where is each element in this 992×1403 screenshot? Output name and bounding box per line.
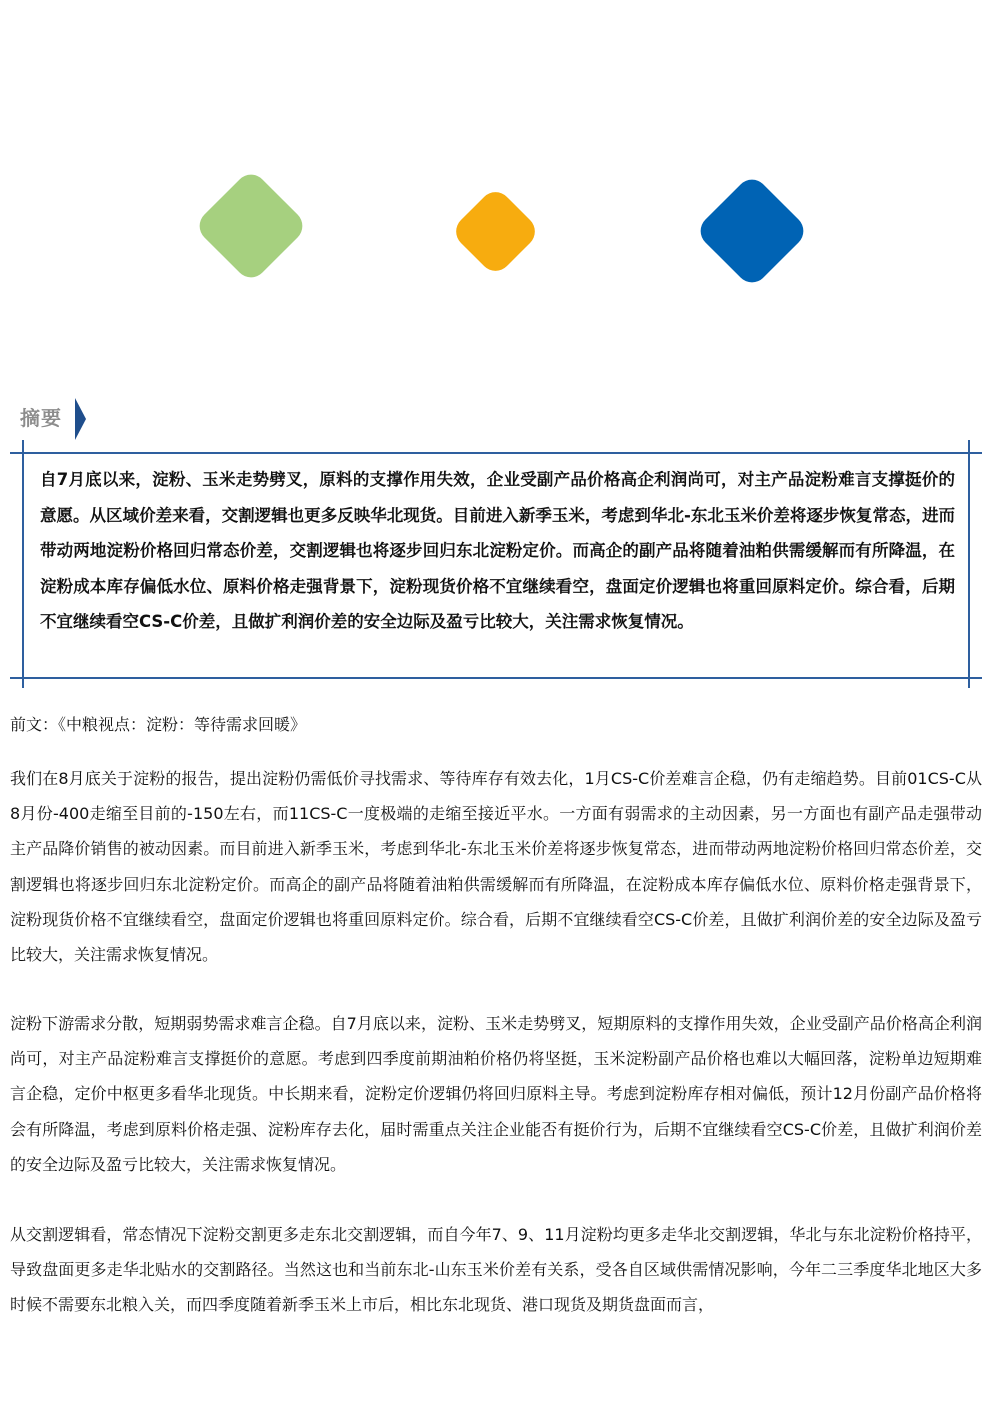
abstract-box-top-rule: [10, 452, 982, 454]
body-paragraph: 淀粉下游需求分散，短期弱势需求难言企稳。自7月底以来，淀粉、玉米走势劈叉，短期原料的支撑作用失效，企业受副产品价格高企利润尚可，对主产品淀粉难言支撑挺价的意愿。考虑到四季度前期油粕价格仍将坚挺，玉米淀粉副产品价格也难以大幅回落，淀粉单边短期难言企稳，定价中枢更多看华北现货。中长期来看，淀粉定价逻辑仍将回归原料主导。考虑到淀粉库存相对偏低，预计12月份副产品价格将会有所降温，考虑到原料价格走强、淀粉库存去化，届时需重点关注企业能否有挺价行为，后期不宜继续看空CS-C价差，且做扩利润价差的安全边际及盈亏比较大，关注需求恢复情况。: [10, 1014, 982, 1174]
body-paragraph: 从交割逻辑看，常态情况下淀粉交割更多走东北交割逻辑，而自今年7、9、11月淀粉均更多走华北交割逻辑，华北与东北淀粉价格持平，导致盘面更多走华北贴水的交割路径。当然这也和当前东北-山东玉米价差有关系，受各自区域供需情况影响，今年二三季度华北地区大多时候不需要东北粮入关，而四季度随着新季玉米上市后，相比东北现货、港口现货及期货盘面而言，: [10, 1225, 982, 1315]
green-diamond-icon: [193, 168, 309, 284]
preface-reference: 前文：《中粮视点：淀粉：等待需求回暖》: [10, 715, 307, 734]
abstract-box-right-rule: [968, 440, 970, 688]
abstract-heading: 摘要: [20, 406, 62, 430]
body-paragraph: 我们在8月底关于淀粉的报告，提出淀粉仍需低价寻找需求、等待库存有效去化，1月CS-C价差难言企稳，仍有走缩趋势。目前01CS-C从8月份-400走缩至目前的-150左右，而11CS-C一度极端的走缩至接近平水。一方面有弱需求的主动因素，另一方面也有副产品走强带动主产品降价销售的被动因素。而目前进入新季玉米，考虑到华北-东北玉米价差将逐步恢复常态，进而带动两地淀粉价格回归常态价差，交割逻辑也将逐步回归东北淀粉定价。而高企的副产品将随着油粕供需缓解而有所降温，在淀粉成本库存偏低水位、原料价格走强背景下，淀粉现货价格不宜继续看空，盘面定价逻辑也将重回原料定价。综合看，后期不宜继续看空CS-C价差，且做扩利润价差的安全边际及盈亏比较大，关注需求恢复情况。: [10, 769, 982, 965]
abstract-box-bottom-rule: [10, 677, 982, 679]
abstract-text: 自7月底以来，淀粉、玉米走势劈叉，原料的支撑作用失效，企业受副产品价格高企利润尚可，对主产品淀粉难言支撑挺价的意愿。从区域价差来看，交割逻辑也更多反映华北现货。目前进入新季玉米，考虑到华北-东北玉米价差将逐步恢复常态，进而带动两地淀粉价格回归常态价差，交割逻辑也将逐步回归东北淀粉定价。而高企的副产品将随着油粕供需缓解而有所降温，在淀粉成本库存偏低水位、原料价格走强背景下，淀粉现货价格不宜继续看空，盘面定价逻辑也将重回原料定价。综合看，后期不宜继续看空CS-C价差，且做扩利润价差的安全边际及盈亏比较大，关注需求恢复情况。: [40, 470, 955, 631]
orange-diamond-icon: [450, 186, 542, 278]
arrow-right-icon: [75, 398, 86, 440]
abstract-box-left-rule: [22, 440, 24, 688]
blue-diamond-icon: [694, 173, 810, 289]
